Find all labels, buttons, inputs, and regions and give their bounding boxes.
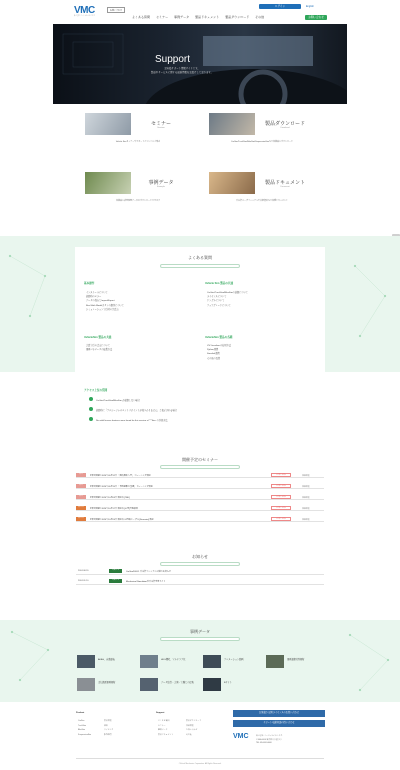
footer-product-links xyxy=(78,719,91,737)
seminar-detail-link[interactable]: 詳細情報 xyxy=(302,485,310,488)
footer-link[interactable]: お問い合わせ xyxy=(186,729,198,731)
cases-title: 事例データ xyxy=(190,629,210,634)
case-item[interactable] xyxy=(266,655,326,668)
faq-item[interactable]: Simulink連携 xyxy=(207,353,220,356)
case-item[interactable] xyxy=(140,678,200,691)
card-cases-en: Example xyxy=(157,186,165,188)
seminar-status-badge: 受付中 xyxy=(77,517,84,520)
footer-product-title: Product xyxy=(76,712,85,714)
case-thumbnail xyxy=(266,655,284,668)
seminar-apply-button[interactable]: お申し込み xyxy=(271,495,291,499)
case-thumbnail xyxy=(77,655,95,668)
card-docs-desc: 日本語ユーザマニュアルや技術資料など各種ドキュメント xyxy=(236,200,288,202)
card-cases-desc: 各製品の活用事例データをダウンロードできます xyxy=(115,200,160,202)
seminar-text: 【東京開催】2024年10月17日 講座名 [応用]実践演習 xyxy=(89,507,138,510)
cases-background xyxy=(0,620,400,702)
nav-faq[interactable]: よくある質問 xyxy=(132,15,151,19)
faq-item[interactable]: ライセンスについて xyxy=(207,296,227,299)
seminar-apply-button[interactable]: お申し込み xyxy=(271,484,291,488)
rank-1-link[interactable]: CarSim/TruckSim/BikeSim が起動しない場合 xyxy=(96,399,140,402)
case-label: アニメーション動画 xyxy=(224,659,244,661)
footer-link[interactable]: 製品情報 xyxy=(104,720,112,722)
faq-list-vehicle xyxy=(207,291,248,308)
faq-item[interactable]: 計算実行の設定について xyxy=(86,345,111,347)
faq-item[interactable]: Run Math Modelボタンの動作について xyxy=(86,304,124,307)
news-pill[interactable] xyxy=(160,562,240,566)
news-link[interactable]: CarSim2024.1 日本語マニュアル公開のお知らせ xyxy=(126,570,171,573)
hero-subtitle-1: お客様サポート情報サイトです。 xyxy=(164,67,200,70)
seminar-pill[interactable] xyxy=(160,465,240,469)
faq-item[interactable]: Python連携 xyxy=(207,349,219,352)
access-ranking-title: アクセス上位の質問 xyxy=(84,389,108,392)
news-badge: お知らせ xyxy=(109,579,122,583)
hero-banner xyxy=(53,24,347,104)
footer-link[interactable]: 製品ドキュメント xyxy=(158,733,174,736)
seminar-text: 【東京開催】2024年09月12日 「動的解析入門」トレーニング講座 xyxy=(89,474,151,477)
seminar-apply-button[interactable]: お申し込み xyxy=(271,506,291,510)
login-button[interactable]: ログイン xyxy=(259,4,301,9)
rank-2-link[interactable]: 起動時に「プロシージャのエントリポイントが見つかりません」と表示される場合 xyxy=(96,409,177,412)
logo-text: VMC xyxy=(74,5,95,16)
rank-1-badge xyxy=(89,397,93,401)
nav-cases[interactable]: 事例データ xyxy=(174,15,190,19)
faq-cat-various: VehicleSim 製品の各種 xyxy=(205,336,233,339)
footer-support-title: Support xyxy=(156,712,165,714)
seminar-row[interactable] xyxy=(76,494,324,500)
seminar-detail-link[interactable]: 詳細情報 xyxy=(302,518,310,521)
nav-docs[interactable]: 製品ドキュメント xyxy=(195,15,220,19)
faq-list-various xyxy=(207,344,231,361)
faq-item[interactable]: 車両パラメータの編集方法 xyxy=(86,349,113,352)
seminar-apply-button[interactable]: お申し込み xyxy=(271,473,291,477)
card-download-title: 製品ダウンロード xyxy=(264,121,305,127)
rank-3-link[interactable]: No valid license features were found for this version of ***Sim. の対処方法 xyxy=(96,419,168,422)
faq-item[interactable]: データの保存とImport/Export xyxy=(86,300,115,303)
footer-link[interactable]: TruckSim xyxy=(78,724,86,727)
faq-item[interactable]: その他の質問 xyxy=(207,357,221,360)
news-row[interactable] xyxy=(76,577,324,585)
case-thumbnail xyxy=(140,678,158,691)
seminar-text: 【東京開催】2024年10月24日 講座名 応用編ユーザ向 [Scenario] 講座 xyxy=(89,518,154,521)
faq-cat-basic: 基本操作 xyxy=(84,282,95,285)
case-thumbnail xyxy=(203,655,221,668)
card-seminar-desc: Vehicle Simセミナーやサポートイベントのご案内 xyxy=(115,141,161,143)
card-cases[interactable] xyxy=(85,172,191,206)
seminar-row[interactable] xyxy=(76,483,324,489)
footer-link[interactable]: セミナー xyxy=(158,724,166,727)
footer-link[interactable]: 技術情報 xyxy=(186,724,194,727)
faq-item[interactable]: ドングルについて xyxy=(207,300,225,303)
case-item[interactable] xyxy=(203,655,263,668)
faq-item[interactable]: CarSim/TruckSim/BikeSimの起動について xyxy=(207,292,248,294)
footer-link[interactable]: その他 xyxy=(186,733,192,736)
footer-link[interactable]: 動作環境 xyxy=(104,733,112,736)
footer-link[interactable]: 事例データ xyxy=(158,729,168,731)
faq-item[interactable]: インストールについて xyxy=(86,292,108,294)
card-download[interactable] xyxy=(209,113,315,147)
cases-pill[interactable] xyxy=(160,637,240,641)
card-download-en: Download xyxy=(280,127,290,129)
news-row[interactable] xyxy=(76,567,324,575)
rank-3-badge xyxy=(89,417,93,421)
faq-title: よくある質問 xyxy=(188,255,212,260)
case-label: 走行路面車両解析 xyxy=(98,682,116,684)
case-item[interactable] xyxy=(140,655,200,668)
case-label: HILS環境、マルチコア化 xyxy=(161,659,186,661)
logo-tagline: 株式会社バーチャルメカニクス xyxy=(74,16,95,17)
seminar-row[interactable] xyxy=(76,516,324,522)
card-seminar[interactable] xyxy=(85,113,191,147)
faq-item[interactable]: 起動時のエラー xyxy=(86,296,102,299)
footer-support-links-2 xyxy=(186,719,201,737)
case-label: Bサイト xyxy=(224,682,232,684)
support-contact-button[interactable]: サポート/技術相談の問い合わせ xyxy=(233,720,325,727)
footer-tel: TEL 03-0000-0000 xyxy=(256,742,272,744)
seminar-status-badge: 受付 xyxy=(76,495,86,499)
footer-link[interactable]: ライセンス xyxy=(104,729,114,731)
case-label: 車両運動特性解析 xyxy=(287,659,305,661)
nav-other[interactable]: その他 xyxy=(255,15,265,19)
news-title: お知らせ xyxy=(192,554,208,559)
seminar-detail-link[interactable]: 詳細情報 xyxy=(302,496,310,499)
estimate-contact-button[interactable]: お見積り/試用ライセンスのお問い合わせ xyxy=(233,710,325,717)
hero-title: Support xyxy=(155,54,191,65)
site-header xyxy=(0,0,400,24)
case-item[interactable] xyxy=(203,678,263,691)
news-badge: お知らせ xyxy=(109,569,122,573)
footer-company: 株式会社バーチャルメカニクス xyxy=(256,735,283,737)
footer-divider xyxy=(76,758,324,759)
footer-address: 〒000-0000 東京都〇〇区〇〇 xyxy=(256,739,282,741)
footer-support-links xyxy=(158,719,173,737)
seminar-status-badge: 受付 xyxy=(76,473,86,477)
footer-link[interactable]: 価格 xyxy=(104,724,108,727)
faq-item[interactable]: アップグレードについて xyxy=(207,304,231,307)
card-seminar-en: Seminar xyxy=(157,127,165,129)
seminar-text: 【東京開催】2024年09月19日 「車両運動の基礎」トレーニング講座 xyxy=(89,485,153,488)
nav-download[interactable]: 製品ダウンロード xyxy=(225,15,250,19)
hero-subtitle-2: 製品やサービスに関する最新情報をお届けしております。 xyxy=(151,71,213,74)
case-thumbnail xyxy=(140,655,158,668)
card-seminar-title: セミナー xyxy=(150,121,171,127)
card-docs-image xyxy=(209,172,255,194)
seminar-detail-link[interactable]: 詳細情報 xyxy=(302,507,310,510)
seminar-title: 開催予定のセミナー xyxy=(182,457,218,462)
faq-cat-common: VehicleSim 製品の共通 xyxy=(84,336,112,339)
footer-link[interactable]: SuspensionSim xyxy=(78,733,92,736)
case-thumbnail xyxy=(77,678,95,691)
seminar-row[interactable] xyxy=(76,505,324,511)
footer-logo[interactable] xyxy=(233,733,249,740)
card-docs[interactable] xyxy=(209,172,315,206)
card-docs-en: Document xyxy=(280,186,290,188)
faq-item[interactable]: VS Visualizerの使用方法 xyxy=(207,345,231,347)
footer-link[interactable]: 製品ダウンロード xyxy=(186,720,202,722)
seminar-row[interactable] xyxy=(76,472,324,478)
faq-list-basic xyxy=(86,291,124,312)
rank-2-badge xyxy=(89,407,93,411)
news-link[interactable]: Mechanical Simulation社日本語専用サイト xyxy=(126,580,166,583)
card-cases-image xyxy=(85,172,131,194)
case-item[interactable] xyxy=(77,678,137,691)
case-label: ADAS、自動運転 xyxy=(98,659,115,661)
card-cases-title: 事例データ xyxy=(148,180,174,186)
faq-item[interactable]: シミュレーション実行時の注意点 xyxy=(86,308,119,311)
english-link[interactable]: English xyxy=(306,5,314,8)
news-date: 2024.08.20 xyxy=(78,569,89,572)
card-seminar-image xyxy=(85,113,131,135)
footer-logo-text: VMC xyxy=(233,733,249,740)
card-docs-title: 製品ドキュメント xyxy=(264,180,305,186)
faq-search-pill[interactable] xyxy=(160,264,240,268)
main-nav xyxy=(132,15,270,19)
seminar-detail-link[interactable]: 詳細情報 xyxy=(302,474,310,477)
access-ranking-list xyxy=(76,394,324,429)
footer-product-links-2 xyxy=(104,719,113,737)
faq-list-common xyxy=(86,344,112,352)
faq-cat-vehicle: Vehicle Sim 製品の共通 xyxy=(205,282,234,285)
copyright: ©Virtual Mechanics Corporation. All Rights Reserved. xyxy=(178,763,222,765)
case-label: データ取得・計測・実験との比較 xyxy=(161,682,194,684)
footer-link[interactable]: CarSim xyxy=(78,720,85,722)
case-thumbnail xyxy=(203,678,221,691)
footer-link[interactable]: BikeSim xyxy=(78,729,85,731)
faq-panel xyxy=(75,247,325,383)
site-footer xyxy=(0,702,400,770)
seminar-status-badge: 受付 xyxy=(76,484,86,488)
footer-link[interactable]: よくある質問 xyxy=(158,720,170,722)
contact-button[interactable]: お問い合わせ xyxy=(305,15,327,20)
nav-seminar[interactable]: セミナー xyxy=(156,15,169,19)
card-download-image xyxy=(209,113,255,135)
seminar-apply-button[interactable]: お申し込み xyxy=(271,517,291,521)
hero-illustration xyxy=(53,24,347,104)
seminar-text: 【東京開催】2024年10月03日 講座名 [TBD] xyxy=(89,496,130,499)
card-download-desc: CarSim/TruckSim/BikeSim/SuspensionSimなど各製品のダウンロード xyxy=(231,141,293,143)
header-badge[interactable]: お問い合わせ xyxy=(107,7,125,13)
news-date: 2024.01.10 xyxy=(78,579,89,582)
seminar-status-badge: 受付中 xyxy=(77,506,84,509)
case-item[interactable] xyxy=(77,655,137,668)
